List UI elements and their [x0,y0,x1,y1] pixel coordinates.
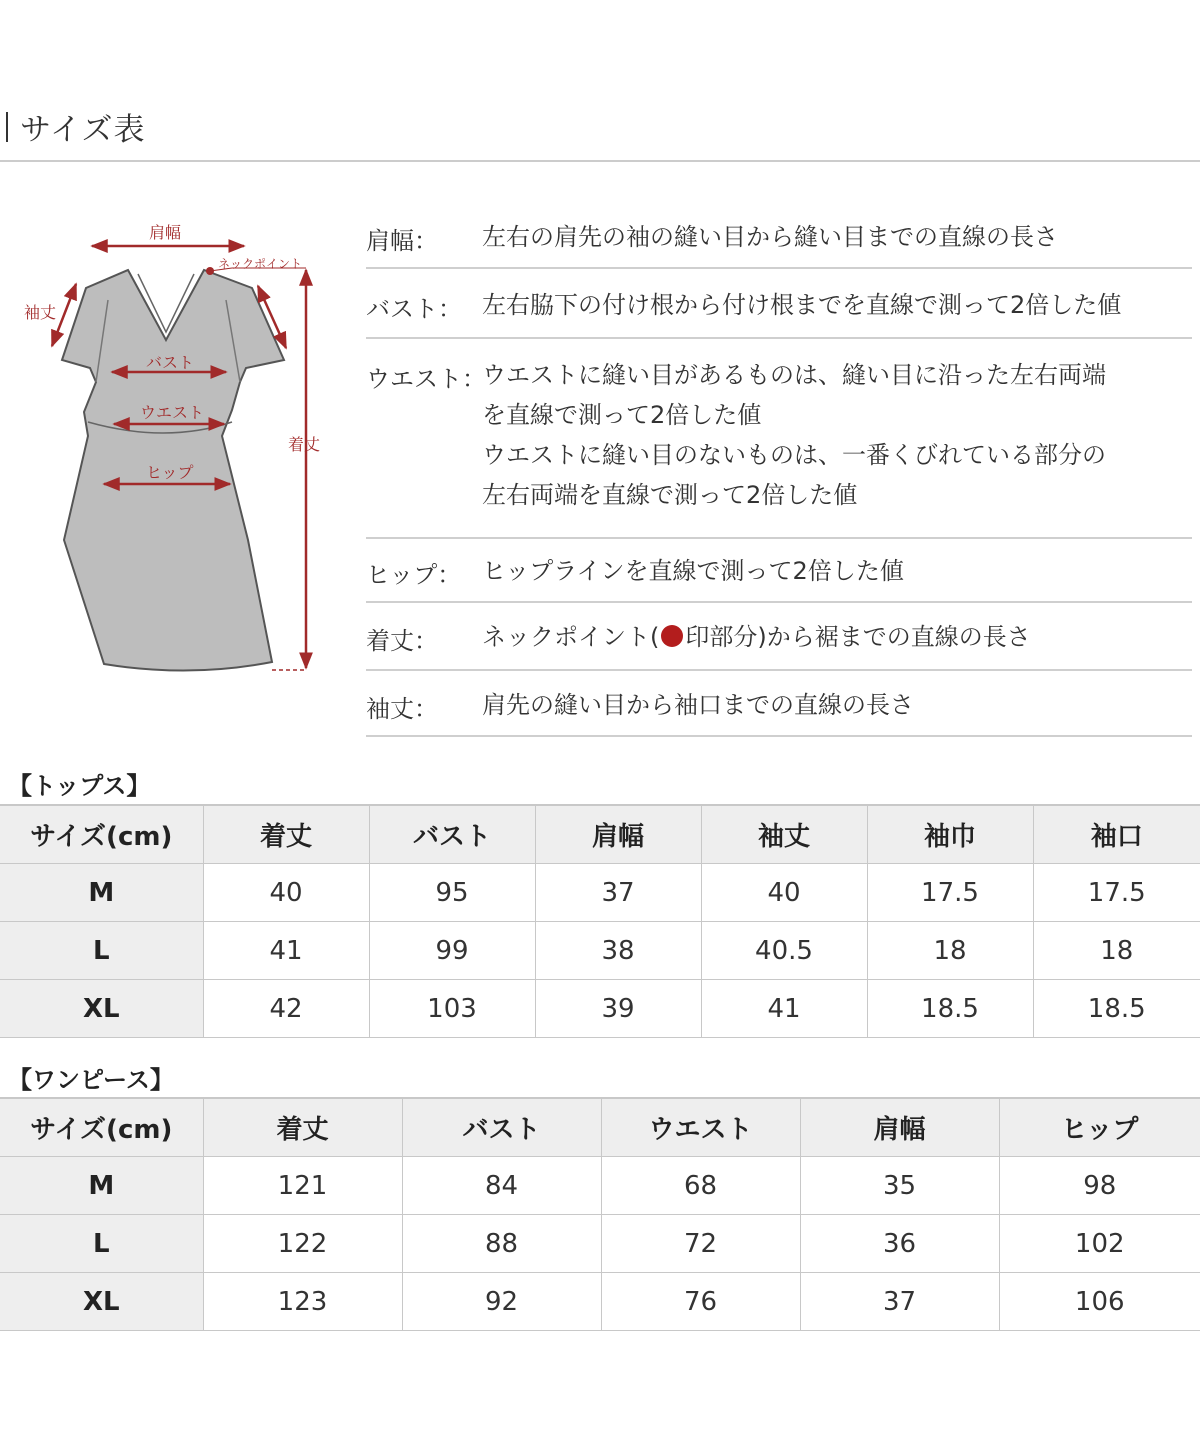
dress-measurement-diagram [0,200,360,700]
label-hip: ヒップ [146,463,194,482]
table-cell: 123 [203,1273,402,1331]
page-title: サイズ表 [20,112,146,148]
table-row [0,922,1200,980]
size-cell: M [0,1157,203,1215]
table-cell: 18.5 [867,980,1033,1038]
column-header: 肩幅 [800,1098,999,1157]
definition-row [366,671,1192,737]
table-cell: 42 [203,980,369,1038]
table-cell: 37 [800,1273,999,1331]
definition-term: ウエスト： [366,365,486,393]
definition-term: 着丈： [366,627,438,655]
table-cell: 41 [701,980,867,1038]
table-cell: 84 [402,1157,601,1215]
table-cell: 17.5 [1033,864,1200,922]
definition-text: ウエストに縫い目のないものは、一番くびれている部分の [482,441,1106,469]
column-header: 袖丈 [701,805,867,864]
column-header: 肩幅 [535,805,701,864]
definition-row [366,603,1192,671]
size-cell: M [0,864,203,922]
table-row [0,980,1200,1038]
table-row [0,1273,1200,1331]
table-cell: 103 [369,980,535,1038]
label-sleeve: 袖丈 [24,303,57,322]
definition-text: 左右両端を直線で測って2倍した値 [482,481,858,509]
table-row [0,1215,1200,1273]
definition-text: 左右の肩先の袖の縫い目から縫い目までの直線の長さ [482,223,1058,251]
tops-size-table [0,804,1200,1038]
table-cell: 39 [535,980,701,1038]
table-cell: 41 [203,922,369,980]
table-cell: 40.5 [701,922,867,980]
column-header: バスト [369,805,535,864]
definition-text: を直線で測って2倍した値 [482,401,762,429]
column-header: 袖口 [1033,805,1200,864]
table-cell: 18 [1033,922,1200,980]
label-shoulder: 肩幅 [149,223,182,242]
column-header: 着丈 [203,805,369,864]
definition-term: バスト： [366,295,462,323]
label-bust: バスト [146,353,195,372]
size-cell: XL [0,980,203,1038]
definition-term: 肩幅： [366,227,438,255]
table-cell: 122 [203,1215,402,1273]
column-header: サイズ(cm) [0,1098,203,1157]
header-accent-bar [6,112,8,142]
definition-row [366,339,1192,539]
tops-section-label: 【トップス】 [8,772,151,800]
table-cell: 121 [203,1157,402,1215]
definition-text-part: ネックポイント( [482,623,660,651]
table-cell: 35 [800,1157,999,1215]
size-cell: XL [0,1273,203,1331]
table-cell: 72 [601,1215,800,1273]
definition-text: 肩先の縫い目から袖口までの直線の長さ [482,691,914,719]
table-header-row [0,1098,1200,1157]
table-cell: 88 [402,1215,601,1273]
table-cell: 18.5 [1033,980,1200,1038]
table-cell: 68 [601,1157,800,1215]
onepiece-size-table [0,1097,1200,1331]
definition-text [482,617,1031,657]
column-header: バスト [402,1098,601,1157]
table-cell: 40 [203,864,369,922]
definition-text: ヒップラインを直線で測って2倍した値 [482,557,904,585]
onepiece-section-label: 【ワンピース】 [8,1066,174,1094]
table-cell: 38 [535,922,701,980]
table-cell: 92 [402,1273,601,1331]
label-length: 着丈 [288,435,321,454]
table-cell: 36 [800,1215,999,1273]
table-cell: 102 [999,1215,1200,1273]
page-header [0,100,1200,162]
table-cell: 95 [369,864,535,922]
definition-row [366,539,1192,603]
neck-point-dot-icon [661,625,683,647]
definition-text-part: 印部分)から裾までの直線の長さ [685,623,1031,651]
table-cell: 40 [701,864,867,922]
table-row [0,864,1200,922]
column-header: 袖巾 [867,805,1033,864]
table-row [0,1157,1200,1215]
table-cell: 99 [369,922,535,980]
column-header: ヒップ [999,1098,1200,1157]
definition-text: ウエストに縫い目があるものは、縫い目に沿った左右両端 [482,361,1106,389]
column-header: ウエスト [601,1098,800,1157]
label-waist: ウエスト [140,403,205,422]
definition-text: 左右脇下の付け根から付け根までを直線で測って2倍した値 [482,291,1122,319]
table-cell: 106 [999,1273,1200,1331]
definition-row [366,205,1192,269]
size-cell: L [0,1215,203,1273]
table-cell: 17.5 [867,864,1033,922]
definition-term: ヒップ： [366,561,462,589]
column-header: サイズ(cm) [0,805,203,864]
table-cell: 76 [601,1273,800,1331]
table-cell: 18 [867,922,1033,980]
size-cell: L [0,922,203,980]
column-header: 着丈 [203,1098,402,1157]
label-neck-point: ネックポイント [218,257,303,271]
table-header-row [0,805,1200,864]
measurement-definitions [366,205,1192,737]
definition-row [366,269,1192,339]
definition-term: 袖丈： [366,695,438,723]
table-cell: 98 [999,1157,1200,1215]
table-cell: 37 [535,864,701,922]
